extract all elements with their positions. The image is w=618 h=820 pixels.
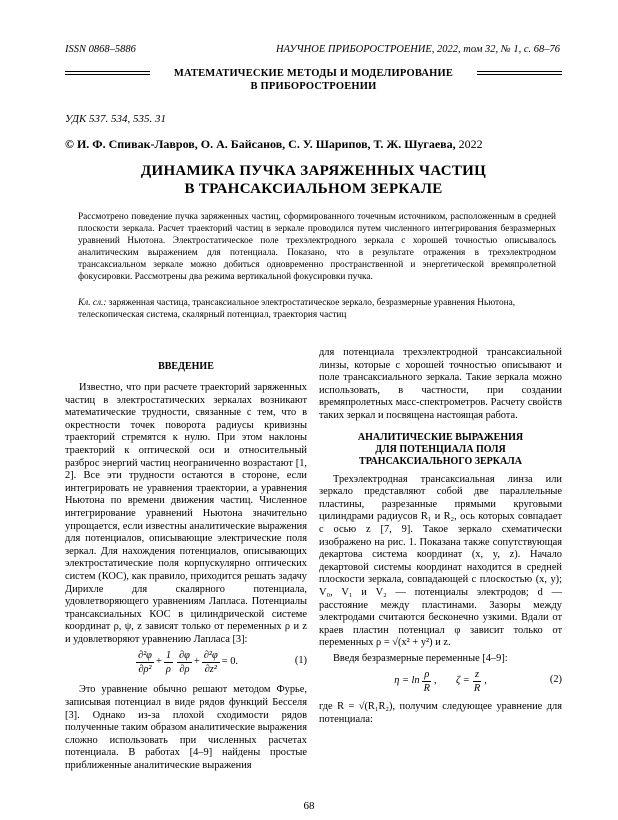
eq1-term4: $\frac{\text{∂²φ}}{\text{∂z²}}$	[203, 649, 218, 675]
issn: ISSN 0868–5886	[65, 44, 136, 55]
intro-paragraph-1: Известно, что при расчете траекторий заряженных частиц в электростатических зеркалах возникают математические трудности, связанные с тем, что в окрестности точек поворота радиусы кривизны траекторий стремятся к нулю. При этом наклоны траекторий к оптической оси и относительный разброс энергий частиц неограниченно возрастают [1, 2]. Все эти трудности остаются в стороне, если интегрировать не уравнения траектории, а уравнения Ньютона по времени движения частиц. Численное интегрирование уравнений Ньютона значительно упрощается, если известны аналитические выражения для потенциалов, описывающие электрические поля зеркал. Для нахождения потенциалов, описывающих электростатические поля корпускулярно оптических систем (КОС), как правило, приходится решать задачу Дирихле для скалярного потенциала, удовлетворяющего уравнениям Лапласа. Потенциалы трансаксиальных КОС в цилиндрической системе координат ρ, ψ, z зависят только от переменных ρ и z и удовлетворяют уравнению Лапласа [3]:	[65, 382, 307, 645]
article-title	[65, 162, 562, 198]
analytic-heading-line2: ДЛЯ ПОТЕНЦИАЛА ПОЛЯ	[375, 443, 506, 455]
keywords	[78, 297, 556, 321]
left-column	[65, 361, 307, 773]
section-heading	[150, 67, 477, 93]
right-column	[319, 347, 562, 727]
eq2-number: (2)	[549, 674, 562, 686]
analytic-heading-line1: АНАЛИТИЧЕСКИЕ ВЫРАЖЕНИЯ	[357, 431, 524, 443]
title-line1: ДИНАМИКА ПУЧКА ЗАРЯЖЕННЫХ ЧАСТИЦ	[140, 163, 487, 179]
eq2-eta-frac: $\frac{\rho}{R}$	[423, 668, 430, 694]
eq2-eta: η = ln	[394, 675, 420, 687]
abstract: Рассмотрено поведение пучка заряженных частиц, сформированного точечным источником, расположенным в средней плоскости зеркала. Расчет траекторий частиц в зеркале проводился путем численного интегрирования безразмерных уравнений Ньютона. Электростатическое поле трехэлектродного зеркала с хорошей точностью описывалось аналитическим выражением для потенциала. Показано, что в результате отражения в трехэлектродном трансаксиальном зеркале можно добиться одновременно пространственной и энергетической времяпролетной фокусировки. Рассмотрены два режима вертикальной фокусировки пучка.	[78, 212, 556, 283]
eq1-rhs: = 0.	[221, 656, 239, 668]
authors	[65, 137, 483, 152]
eq1-number: (1)	[294, 655, 307, 667]
equation-1: $\frac{\text{∂²φ}}{\text{∂ρ²}}$ + $\frac{1}{\rho}$ $\frac{\partial\varphi}{\partial\rho}$ + $\frac{\text{∂²φ}}{\text{∂z²}}$ = 0. (1)	[137, 649, 307, 675]
eq2-zeta-frac: $\frac{z}{R}$	[473, 668, 481, 694]
journal-citation: НАУЧНОЕ ПРИБОРОСТРОЕНИЕ, 2022, том 32, № 1, c. 68–76	[276, 44, 560, 55]
title-line2: В ТРАНСАКСИАЛЬНОМ ЗЕРКАЛЕ	[184, 181, 443, 197]
intro-paragraph-3: для потенциала трехэлектродной трансаксиальной линзы, которые с хорошей точностью описывают и поле трансаксиального зеркала. Такие зеркала можно использовать, в частности, при создании времяпролетных масс-спектрометров. Расчету свойств таких зеркал и посвящена настоящая работа.	[319, 347, 562, 421]
page-number: 68	[303, 800, 315, 812]
keywords-label: Кл. сл.:	[78, 298, 107, 308]
author-year: 2022	[458, 137, 483, 151]
analytic-paragraph-3: где R = √(R₁R₂), получим следующее уравнение для потенциала:	[319, 701, 562, 726]
eq1-term3: $\frac{\partial\varphi}{\partial\rho}$	[179, 649, 190, 675]
author-names: © И. Ф. Спивак-Лавров, О. А. Байсанов, С. У. Шарипов, Т. Ж. Шугаева,	[65, 137, 456, 151]
keywords-text: заряженная частица, трансаксиальное электростатическое зеркало, безразмерные уравнения Ньютона, телескопическая система, скалярный потенциал, траектория частиц	[78, 298, 516, 321]
eq1-term1: $\frac{\text{∂²φ}}{\text{∂ρ²}}$	[137, 649, 152, 675]
analytic-paragraph-2: Введя безразмерные переменные [4–9]:	[333, 652, 508, 664]
equation-2: η = ln $\frac{\rho}{R}$ , ζ = $\frac{z}{R}$ , (2)	[394, 668, 562, 694]
udc-code: УДК 537. 534, 535. 31	[65, 113, 167, 125]
section-heading-line2: В ПРИБОРОСТРОЕНИИ	[250, 81, 377, 92]
analytic-heading	[319, 432, 562, 468]
analytic-paragraph-1: Трехэлектродная трансаксиальная линза или зеркало представляют собой две параллельные пластины, разрезанные прямыми круговыми цилиндрами радиусов R₁ и R₂, ось которых совпадает с осью z [7, 9]. Такое зеркало схематически изображено на рис. 1. Показана также сопутствующая декартова система координат (x, y, z). Начало декартовой системы координат находится в средней плоскости зеркала, совпадающей с плоскостью (x, y); V₀, V₁ и V₂ — потенциалы электродов; d — расстояние между пластинами. Зазоры между электродами считаются бесконечно узкими. Вдали от краев пластин потенциал φ зависит только от переменных ρ = √(x² + y²) и z.	[319, 473, 562, 649]
intro-heading: ВВЕДЕНИЕ	[158, 361, 214, 372]
eq1-term2: $\frac{1}{\rho}$	[165, 649, 172, 675]
analytic-heading-line3: ТРАНСАКСИАЛЬНОГО ЗЕРКАЛА	[359, 455, 522, 467]
section-heading-line1: МАТЕМАТИЧЕСКИЕ МЕТОДЫ И МОДЕЛИРОВАНИЕ	[173, 68, 454, 79]
intro-paragraph-2: Это уравнение обычно решают методом Фурье, записывая потенциал в виде рядов функций Бесселя [3]. Однако из-за плохой сходимости рядов полученные таким образом аналитические выражения сложно использовать при численных расчетах потенциала. В работах [4–9] найдены простые приближенные аналитические выражения	[65, 684, 307, 772]
eq2-zeta: ζ =	[456, 675, 470, 687]
